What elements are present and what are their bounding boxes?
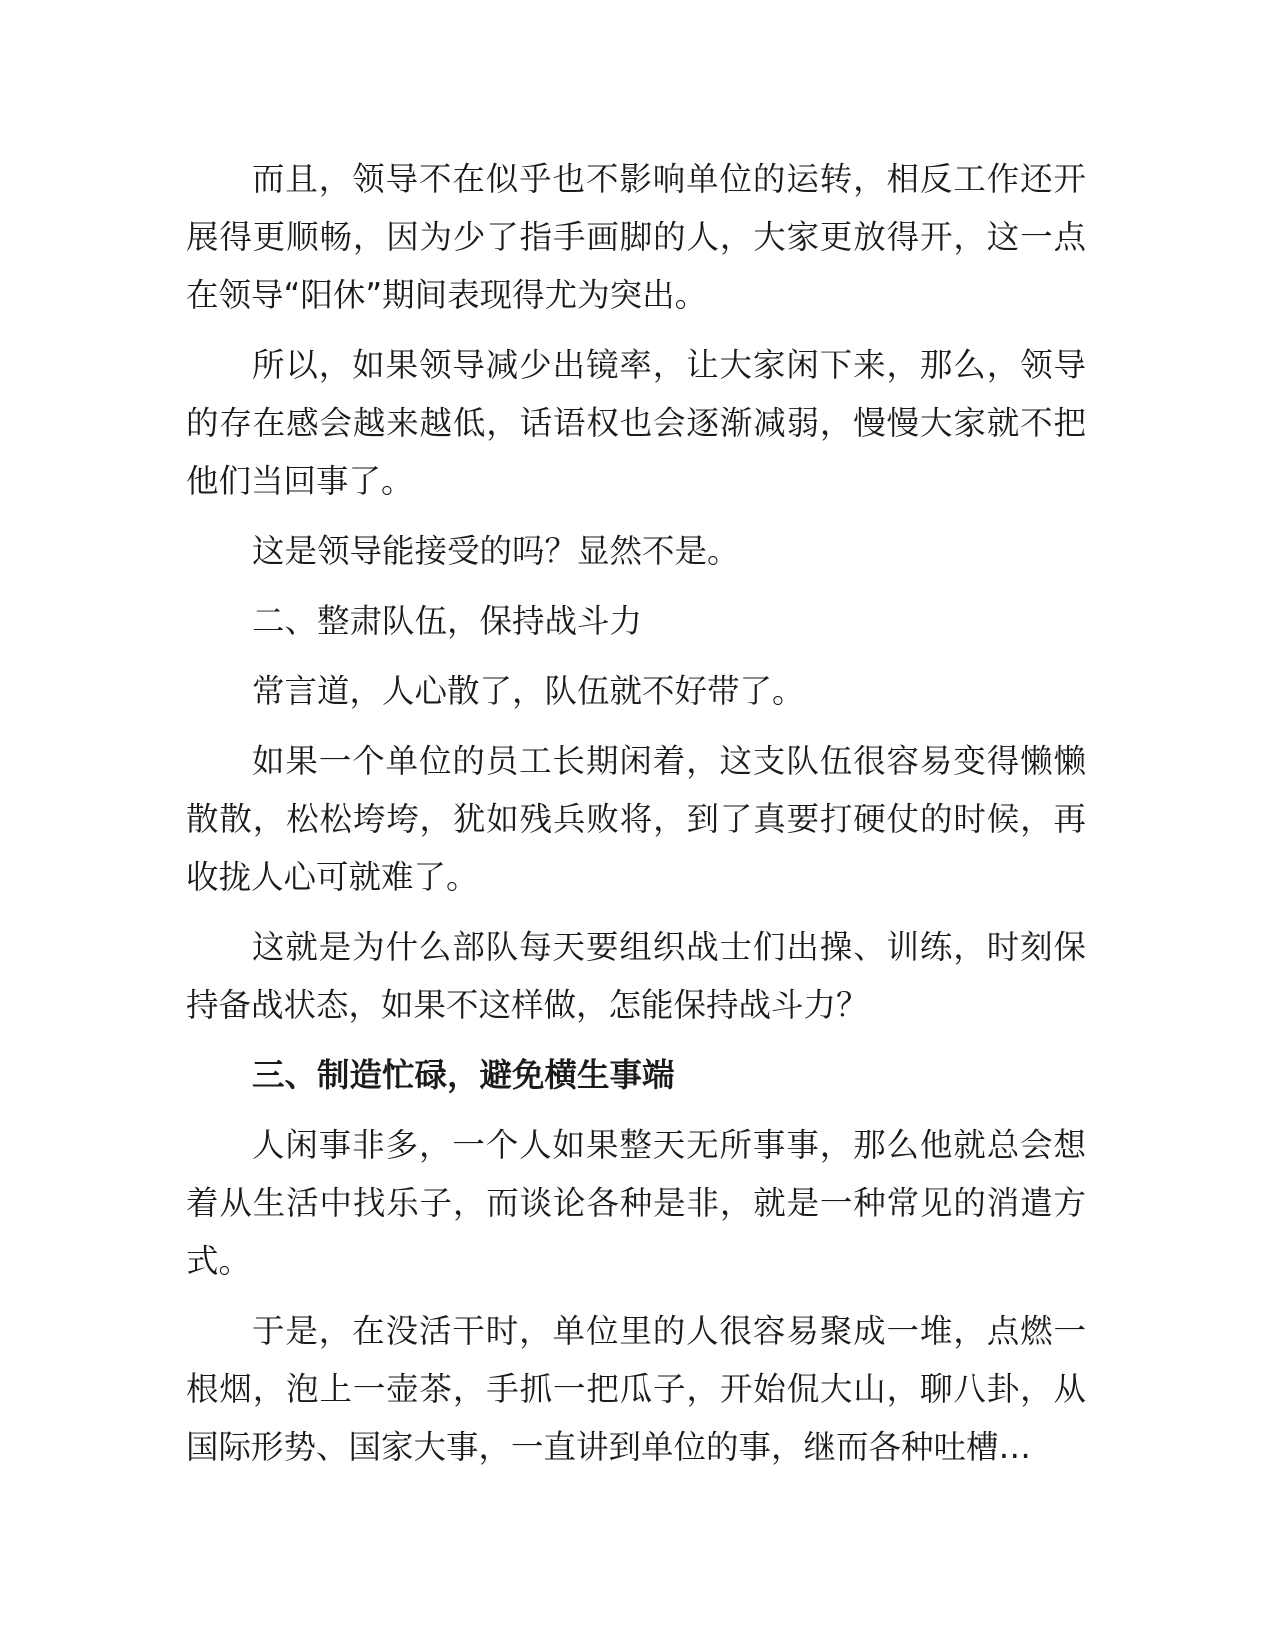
paragraph-1: 而且，领导不在似乎也不影响单位的运转，相反工作还开展得更顺畅，因为少了指手画脚的人，大家更放得开，这一点在领导“阳休”期间表现得尤为突出。 bbox=[186, 160, 1086, 314]
paragraph-2: 所以，如果领导减少出镜率，让大家闲下来，那么，领导的存在感会越来越低，话语权也会逐渐减弱，慢慢大家就不把他们当回事了。 bbox=[186, 346, 1086, 500]
section-heading-3: 三、制造忙碌，避免横生事端 bbox=[252, 1056, 675, 1094]
paragraph-4: 常言道，人心散了，队伍就不好带了。 bbox=[252, 672, 805, 710]
section-heading-2: 二、整肃队伍，保持战斗力 bbox=[252, 602, 643, 640]
paragraph-3: 这是领导能接受的吗？显然不是。 bbox=[252, 532, 740, 570]
paragraph-7: 人闲事非多，一个人如果整天无所事事，那么他就总会想着从生活中找乐子，而谈论各种是非，就是一种常见的消遣方式。 bbox=[186, 1126, 1086, 1280]
document-page bbox=[186, 150, 1086, 1488]
paragraph-5: 如果一个单位的员工长期闲着，这支队伍很容易变得懒懒散散，松松垮垮，犹如残兵败将，到了真要打硬仗的时候，再收拢人心可就难了。 bbox=[186, 742, 1086, 896]
paragraph-8: 于是，在没活干时，单位里的人很容易聚成一堆，点燃一根烟，泡上一壶茶，手抓一把瓜子，开始侃大山，聊八卦，从国际形势、国家大事，一直讲到单位的事，继而各种吐槽… bbox=[186, 1312, 1086, 1466]
paragraph-6: 这就是为什么部队每天要组织战士们出操、训练，时刻保持备战状态，如果不这样做，怎能保持战斗力？ bbox=[186, 928, 1086, 1024]
